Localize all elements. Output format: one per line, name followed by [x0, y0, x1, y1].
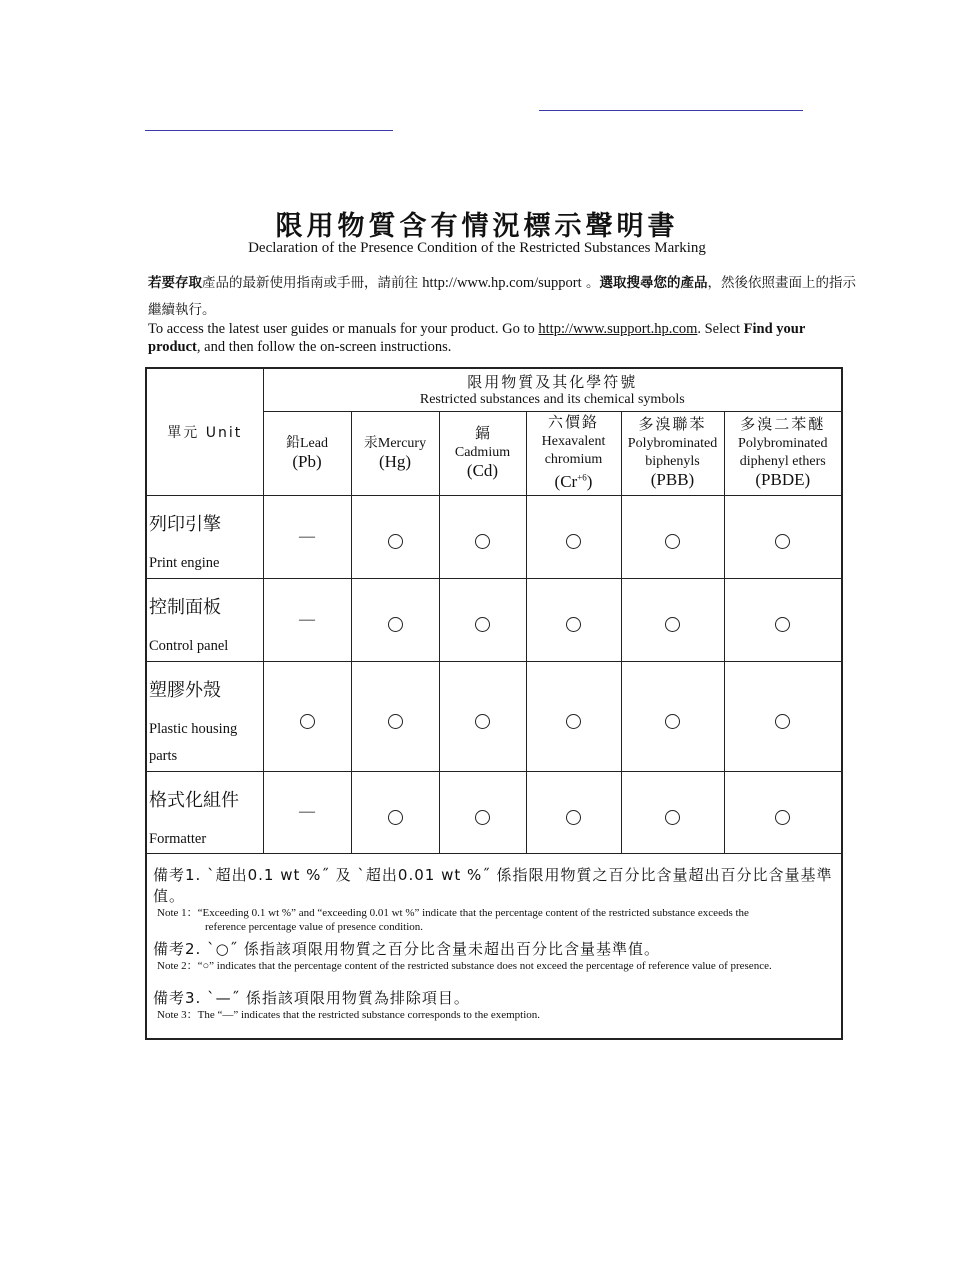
note-2-en: Note 2：“○” indicates that the percentage content of the restricted substance does not exceed the percentage of reference value of presence. [157, 959, 772, 972]
part-name-zh: 塑膠外殼 [149, 679, 221, 701]
unit-header [146, 368, 263, 495]
part-name-cell [146, 661, 263, 771]
chromium-symbol-end: ) [586, 472, 593, 492]
mark-cell [621, 578, 724, 661]
circle-mark [566, 617, 581, 632]
mark-cell [263, 771, 351, 853]
circle-mark [775, 617, 790, 632]
pbb-zh: 多溴聯苯 [638, 415, 707, 433]
mark-cell [351, 771, 439, 853]
circle-mark [475, 534, 490, 549]
page-title: 限用物質含有情況標示聲明書 [275, 211, 679, 242]
unit-label: 單元 Unit [167, 424, 243, 441]
pbde-zh: 多溴二苯醚 [740, 415, 826, 433]
circle-mark [665, 534, 680, 549]
part-name-cell [146, 495, 263, 578]
mark-cell [263, 578, 351, 661]
support-link-zh[interactable]: http://www.hp.com/support [422, 275, 582, 291]
pbde-en2: diphenyl ethers [739, 454, 826, 469]
circle-mark [566, 714, 581, 729]
circle-mark [475, 617, 490, 632]
chromium-symbol-base: (Cr [554, 472, 578, 492]
circle-mark [388, 810, 403, 825]
page-subtitle: Declaration of the Presence Condition of the Restricted Substances Marking [248, 240, 706, 256]
chromium-symbol [555, 472, 593, 491]
mark-cell [526, 578, 621, 661]
mark-cell [439, 771, 526, 853]
circle-mark [388, 534, 403, 549]
circle-mark [665, 810, 680, 825]
mark-cell [724, 771, 842, 853]
dash-mark: — [299, 527, 315, 545]
cadmium-en: Cadmium [454, 445, 511, 460]
mark-cell [263, 661, 351, 771]
col-hexavalent-chromium [526, 411, 621, 495]
mark-cell [439, 578, 526, 661]
substances-group-header [263, 368, 842, 411]
circle-mark [475, 810, 490, 825]
note-1-zh: 備考1. ˋ超出0.1 wt %˝ 及 ˋ超出0.01 wt %˝ 係指限用物質之百分比含量超出百分比含量基準值。 [153, 865, 833, 905]
table-row [146, 578, 842, 661]
part-name-cell [146, 771, 263, 853]
pbb-symbol: (PBB) [650, 470, 695, 489]
part-name-zh: 控制面板 [149, 596, 221, 618]
circle-mark [775, 714, 790, 729]
mark-cell [263, 495, 351, 578]
part-name-en: Formatter [149, 830, 207, 847]
intro-chinese [148, 270, 860, 324]
cadmium-symbol: (Cd) [466, 461, 499, 480]
intro-en-part-c: Find your product [148, 321, 806, 355]
header-rule-right [539, 110, 803, 111]
part-name-en: Plastic housing parts [149, 720, 238, 764]
col-pbb [621, 411, 724, 495]
table-row [146, 771, 842, 853]
circle-mark [300, 714, 315, 729]
header-rule-left [145, 130, 393, 131]
col-cadmium [439, 411, 526, 495]
circle-mark [388, 617, 403, 632]
mark-cell [439, 495, 526, 578]
chromium-zh: 六價鉻 [547, 412, 599, 431]
lead-zh: 鉛 [286, 434, 300, 451]
mark-cell [621, 661, 724, 771]
chromium-en1: Hexavalent [541, 433, 606, 449]
mark-cell [351, 495, 439, 578]
intro-english [148, 320, 860, 356]
intro-en-part-d: , and then follow the on-screen instructions. [196, 339, 452, 355]
intro-en-part-b: . Select [697, 321, 744, 337]
chromium-en2: chromium [544, 451, 603, 467]
intro-zh-part-a: 若要存取 [148, 275, 202, 291]
mark-cell [351, 661, 439, 771]
mark-cell [526, 661, 621, 771]
circle-mark [475, 714, 490, 729]
lead-en: Lead [300, 435, 328, 451]
part-name-zh: 列印引擎 [149, 513, 221, 535]
support-link-en[interactable]: http://www.support.hp.com [538, 321, 698, 337]
table-row [146, 661, 842, 771]
col-lead [263, 411, 351, 495]
mark-cell [621, 771, 724, 853]
intro-zh-part-b: 產品的最新使用指南或手冊，請前往 [202, 275, 418, 291]
intro-en-part-a: To access the latest user guides or manuals for your product. Go to [148, 321, 539, 337]
note-3-zh: 備考3. ˋ—˝ 係指該項限用物質為排除項目。 [153, 988, 470, 1007]
restricted-substances-table [145, 367, 843, 1040]
pbde-symbol: (PBDE) [755, 470, 811, 489]
chromium-symbol-sup: +6 [577, 472, 587, 483]
col-mercury [351, 411, 439, 495]
circle-mark [388, 714, 403, 729]
part-name-en: Print engine [149, 554, 220, 571]
note-2-zh: 備考2. ˋ○˝ 係指該項限用物質之百分比含量未超出百分比含量基準值。 [153, 939, 660, 958]
part-name-zh: 格式化組件 [149, 789, 239, 811]
table-row [146, 495, 842, 578]
mark-cell [526, 771, 621, 853]
dash-mark: — [299, 803, 315, 820]
circle-mark [566, 810, 581, 825]
circle-mark [665, 714, 680, 729]
note-1-en-cont: reference percentage value of presence condition. [205, 920, 424, 933]
mark-cell [351, 578, 439, 661]
mark-cell [526, 495, 621, 578]
note-1-en: Note 1：“Exceeding 0.1 wt %” and “exceeding 0.01 wt %” indicate that the percentage content of the restricted substance exceeds the [157, 906, 749, 919]
parts-body [146, 495, 842, 853]
group-title-en: Restricted substances and its chemical symbols [419, 392, 685, 408]
mark-cell [724, 578, 842, 661]
pbb-en2: biphenyls [645, 454, 700, 469]
pbb-en1: Polybrominated [627, 436, 718, 451]
mercury-symbol: (Hg) [378, 451, 412, 471]
col-pbde [724, 411, 842, 495]
intro-zh-part-e: ，然後依照畫面上的指示繼續執行。 [148, 275, 856, 318]
note-3-en: Note 3：The “—” indicates that the restricted substance corresponds to the exemption. [157, 1008, 541, 1021]
circle-mark [665, 617, 680, 632]
circle-mark [566, 534, 581, 549]
mercury-zh: 汞 [363, 434, 378, 451]
mark-cell [724, 495, 842, 578]
part-name-en: Control panel [149, 637, 229, 654]
mark-cell [439, 661, 526, 771]
lead-symbol: (Pb) [292, 451, 322, 471]
circle-mark [775, 534, 790, 549]
part-name-cell [146, 578, 263, 661]
intro-zh-part-c: 。 [585, 275, 600, 291]
intro-zh-part-d: 選取搜尋您的產品 [599, 275, 708, 291]
mercury-en: Mercury [377, 435, 427, 451]
cadmium-zh: 鎘 [474, 424, 490, 442]
pbde-en1: Polybrominated [738, 436, 828, 451]
group-title-zh: 限用物質及其化學符號 [467, 373, 638, 392]
mark-cell [724, 661, 842, 771]
mark-cell [621, 495, 724, 578]
notes-cell [146, 853, 842, 1039]
dash-mark: — [299, 610, 315, 628]
circle-mark [775, 810, 790, 825]
